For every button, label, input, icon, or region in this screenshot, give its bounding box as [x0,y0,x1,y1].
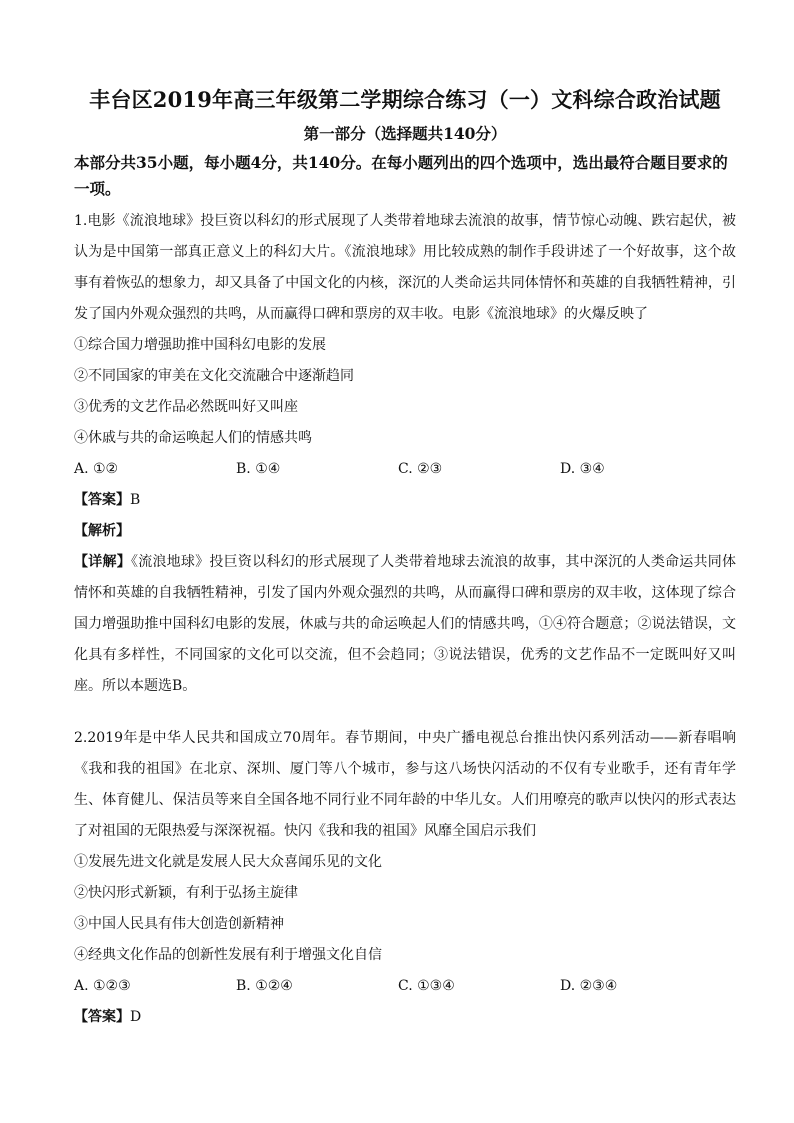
statement-option: ③优秀的文艺作品必然既叫好又叫座 [74,399,298,415]
choice-a: A. ①② [74,461,119,477]
answer-line [74,1002,736,1033]
statement-option: ④经典文化作品的创新性发展有利于增强文化自信 [74,947,382,963]
answer-choices [74,454,736,485]
choice-d: D. ③④ [560,461,605,477]
choice-b: B. ①④ [236,461,281,477]
detail-tag: 【详解】 [74,554,131,570]
choice-c: C. ②③ [398,461,443,477]
detail-text: 《流浪地球》投巨资以科幻的形式展现了人类带着地球去流浪的故事，其中深沉的人类命运共同体情怀和英雄的自我牺牲精神，引发了国内外观众强烈的共鸣，从而赢得口碑和票房的双丰收，这体现了综合国力增强助推中国科幻电影的发展，休戚与共的命运唤起人们的情感共鸣，①④符合题意；②说法错误，文化具有多样性，不同国家的文化可以交流，但不会趋同；③说法错误，优秀的文艺作品不一定既叫好又叫座。所以本题选B。 [74,554,737,694]
statement-option: ①综合国力增强助推中国科幻电影的发展 [74,337,326,353]
statement-option: ④休戚与共的命运唤起人们的情感共鸣 [74,430,312,446]
question-spacer [74,702,736,723]
exam-title: 丰台区2019年高三年级第二学期综合练习（一）文科综合政治试题 [89,87,721,112]
question-stem: 1.电影《流浪地球》投巨资以科幻的形式展现了人类带着地球去流浪的故事，情节惊心动魄、跌宕起伏，被认为是中国第一部真正意义上的科幻大片。《流浪地球》用比较成熟的制作手段讲述了一个好故事，这个故事有着恢弘的想象力，却又具备了中国文化的内核，深沉的人类命运共同体情怀和英雄的自我牺牲精神，引发了国内外观众强烈的共鸣，从而赢得口碑和票房的双丰收。电影《流浪地球》的火爆反映了 [74,213,736,322]
section-instructions: 本部分共35小题，每小题4分，共140分。在每小题列出的四个选项中，选出最符合题目要求的一项。 [74,153,728,198]
analysis-line [74,516,736,547]
question-1 [74,206,736,702]
choice-d: D. ②③④ [560,978,618,994]
statement-option: ①发展先进文化就是发展人民大众喜闻乐见的文化 [74,854,382,870]
question-stem: 2.2019年是中华人民共和国成立70周年。春节期间，中央广播电视总台推出快闪系列活动——新春唱响《我和我的祖国》在北京、深圳、厦门等八个城市，参与这八场快闪活动的不仅有专业歌手，还有青年学生、体育健儿、保洁员等来自全国各地不同行业不同年龄的中华儿女。人们用嘹亮的歌声以快闪的形式表达了对祖国的无限热爱与深深祝福。快闪《我和我的祖国》风靡全国启示我们 [74,730,736,839]
analysis-tag: 【解析】 [74,523,130,539]
section-heading: 第一部分（选择题共140分） [303,124,507,143]
answer-value: D [130,1009,142,1025]
choice-a: A. ①②③ [74,978,131,994]
question-2 [74,723,736,1033]
answer-value: B [130,492,141,508]
statement-option: ②不同国家的审美在文化交流融合中逐渐趋同 [74,368,354,384]
answer-choices [74,971,736,1002]
answer-line [74,485,736,516]
answer-tag: 【答案】 [74,492,130,508]
statement-option: ②快闪形式新颖，有利于弘扬主旋律 [74,885,298,901]
statement-option: ③中国人民具有伟大创造创新精神 [74,916,284,932]
detail-paragraph [74,547,736,702]
choice-c: C. ①③④ [398,978,455,994]
answer-tag: 【答案】 [74,1009,130,1025]
choice-b: B. ①②④ [236,978,293,994]
